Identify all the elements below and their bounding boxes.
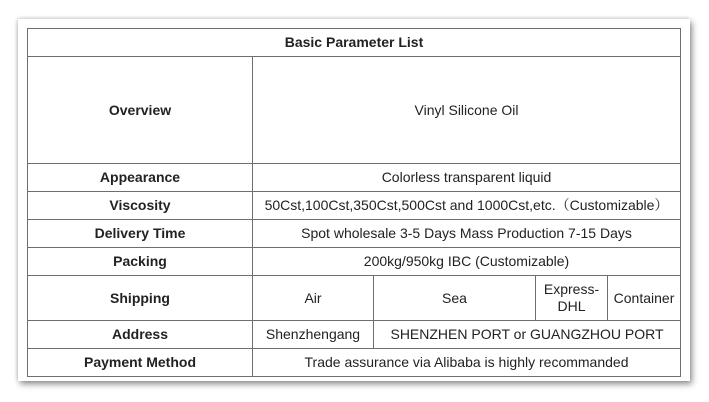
- table-row: [28, 248, 681, 276]
- address-ports: SHENZHEN PORT or GUANGZHOU PORT: [374, 321, 681, 349]
- shipping-air: Air: [253, 276, 374, 321]
- shipping-express-dhl: Express-DHL: [536, 276, 608, 321]
- viscosity-value: 50Cst,100Cst,350Cst,500Cst and 1000Cst,etc.（Customizable）: [253, 192, 681, 220]
- shipping-container: Container: [608, 276, 681, 321]
- table-title: Basic Parameter List: [28, 29, 681, 57]
- shipping-label: Shipping: [28, 276, 253, 321]
- address-label: Address: [28, 321, 253, 349]
- packing-label: Packing: [28, 248, 253, 276]
- table-row: [28, 276, 681, 321]
- shipping-sea: Sea: [374, 276, 536, 321]
- basic-parameter-table: [27, 28, 681, 377]
- overview-label: Overview: [28, 57, 253, 164]
- appearance-label: Appearance: [28, 164, 253, 192]
- table-row: [28, 192, 681, 220]
- parameter-card: [18, 19, 690, 381]
- table-row: [28, 57, 681, 164]
- appearance-value: Colorless transparent liquid: [253, 164, 681, 192]
- table-row: [28, 164, 681, 192]
- delivery-time-label: Delivery Time: [28, 220, 253, 248]
- address-city: Shenzhengang: [253, 321, 374, 349]
- table-row: [28, 220, 681, 248]
- payment-method-value: Trade assurance via Alibaba is highly recommanded: [253, 349, 681, 377]
- delivery-time-value: Spot wholesale 3-5 Days Mass Production 7-15 Days: [253, 220, 681, 248]
- payment-method-label: Payment Method: [28, 349, 253, 377]
- packing-value: 200kg/950kg IBC (Customizable): [253, 248, 681, 276]
- viscosity-label: Viscosity: [28, 192, 253, 220]
- overview-value: Vinyl Silicone Oil: [253, 57, 681, 164]
- table-row: [28, 349, 681, 377]
- table-row: [28, 321, 681, 349]
